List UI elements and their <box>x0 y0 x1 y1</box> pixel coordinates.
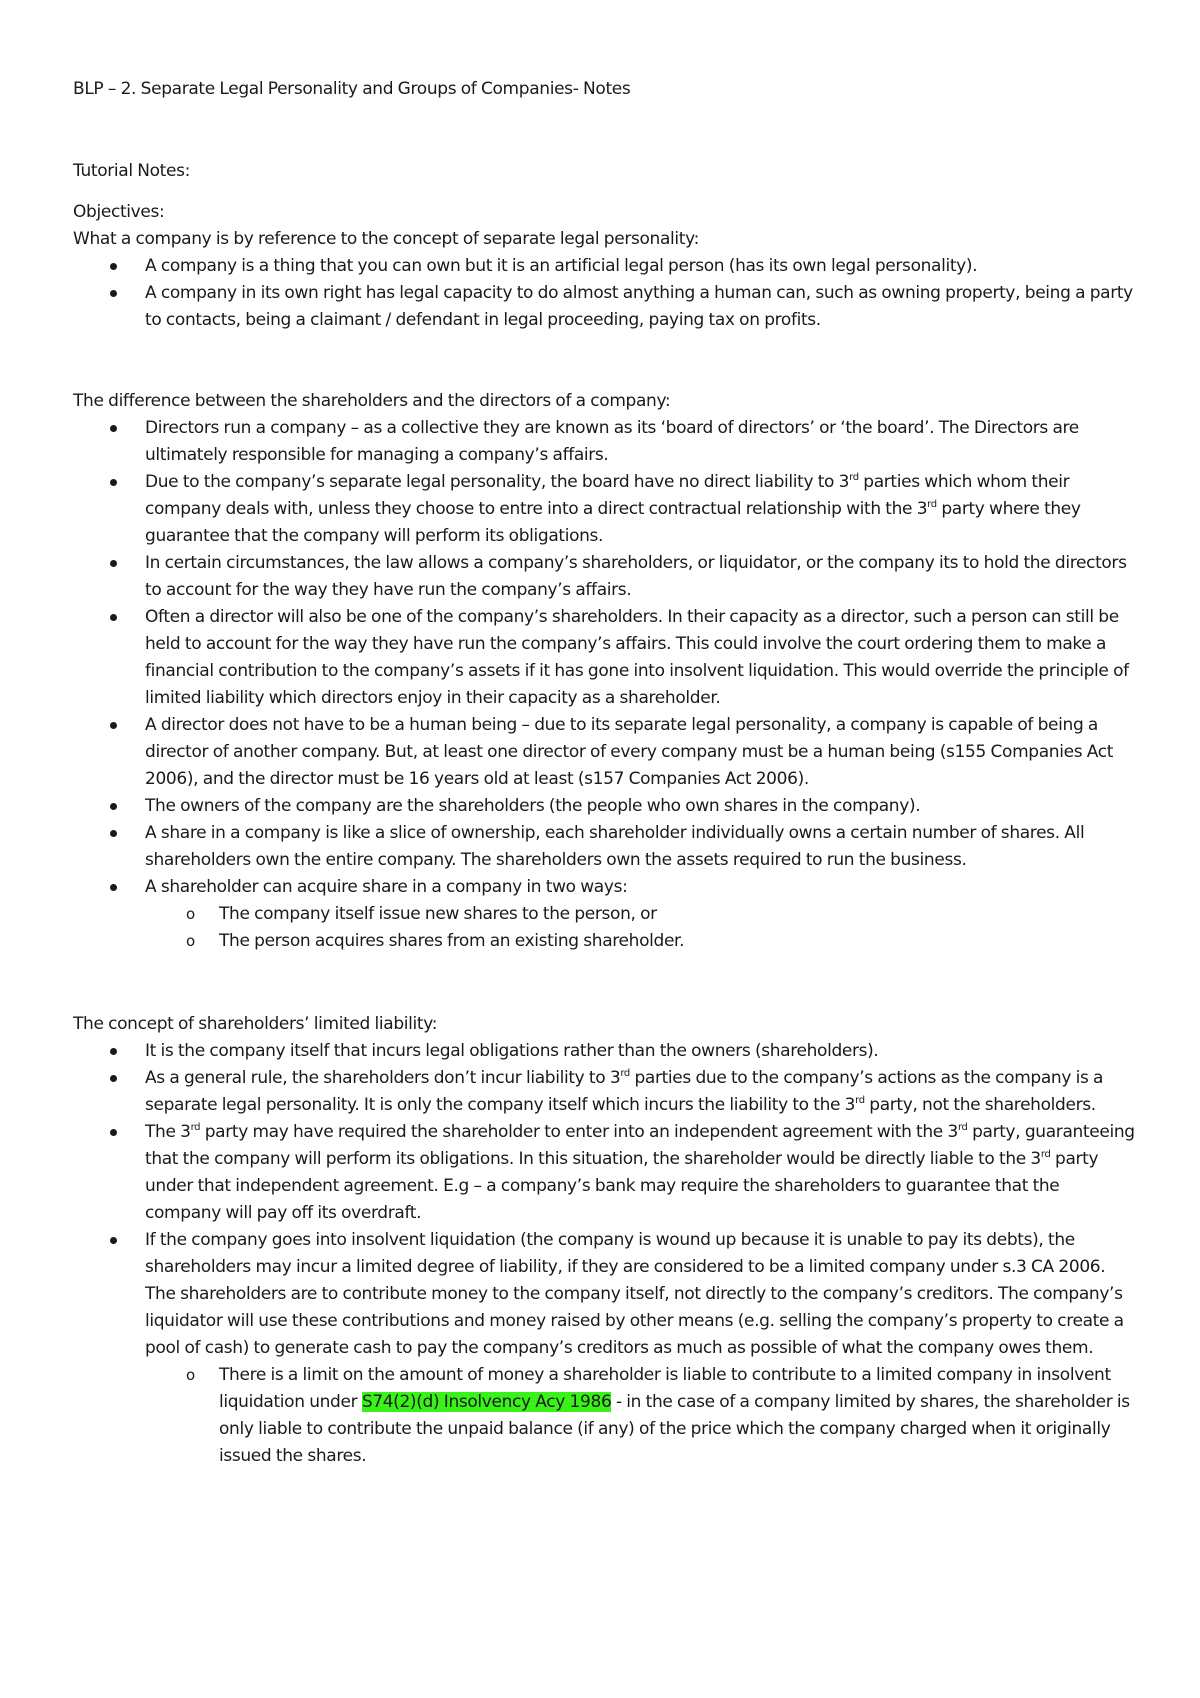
text-run: party may have required the shareholder to enter into an independent agreement with the 3 <box>200 1122 958 1142</box>
section-heading-shareholders-directors: The difference between the shareholders and the directors of a company: <box>73 391 671 411</box>
superscript: rd <box>190 1122 201 1133</box>
tutorial-notes-label: Tutorial Notes: <box>73 161 190 181</box>
highlighted-citation: S74(2)(d) Insolvency Acy 1986 <box>361 1392 612 1412</box>
bullet-list-company <box>73 253 1137 334</box>
bullet-list-shareholders-directors <box>73 415 1137 901</box>
bullet-list-limited-liability <box>73 1038 1137 1362</box>
superscript: rd <box>957 1122 968 1133</box>
text-run: parties due to the company’s actions as the company is a separate legal personality. It is only the company itself which incurs the liability to the 3 <box>145 1068 1104 1115</box>
spacer <box>73 334 1137 388</box>
text-run: party where they guarantee that the company will perform its obligations. <box>145 499 1081 546</box>
list-item: Directors run a company – as a collective they are known as its ‘board of directors’ or ‘the board’. The Directors are ultimately responsible for managing a company’s affairs. <box>73 415 1137 469</box>
section-heading-limited-liability: The concept of shareholders’ limited liability: <box>73 1014 438 1034</box>
list-item: The owners of the company are the shareholders (the people who own shares in the company). <box>73 793 1137 820</box>
text-run: parties which whom their company deals with, unless they choose to entre into a direct contractual relationship with the 3 <box>145 472 1070 519</box>
list-item <box>73 1119 1137 1227</box>
superscript: rd <box>1040 1149 1051 1160</box>
superscript: rd <box>855 1095 865 1106</box>
text-run: As a general rule, the shareholders don’t incur liability to 3 <box>145 1068 621 1088</box>
list-item: A share in a company is like a slice of ownership, each shareholder individually owns a certain number of shares. All shareholders own the entire company. The shareholders own the assets required to run the business. <box>73 820 1137 874</box>
list-item: If the company goes into insolvent liquidation (the company is wound up because it is unable to pay its debts), the shareholders may incur a limited degree of liability, if they are considered to be a limited company under s.3 CA 2006. The shareholders are to contribute money to the company itself, not directly to the company’s creditors. The company’s liquidator will use these contributions and money raised by other means (e.g. selling the company’s property to create a pool of cash) to generate cash to pay the company’s creditors as much as possible of what the company owes them. <box>73 1227 1137 1362</box>
sub-list-item: o The company itself issue new shares to the person, or <box>73 901 1137 928</box>
sub-list-item <box>73 1362 1137 1470</box>
text-run: - in the case of a company limited by shares, the shareholder is only liable to contribute the unpaid balance (if any) of the price which the company charged when it originally issued the shares. <box>219 1392 1130 1466</box>
spacer <box>73 955 1137 1011</box>
list-item: In certain circumstances, the law allows a company’s shareholders, or liquidator, or the company its to hold the directors to account for the way they have run the company’s affairs. <box>73 550 1137 604</box>
list-item <box>73 874 1137 901</box>
sub-list-insolvency-limit <box>73 1362 1137 1470</box>
document-page <box>73 76 1137 1470</box>
list-item: A director does not have to be a human being – due to its separate legal personality, a company is capable of being a director of another company. But, at least one director of every company must be a human being (s155 Companies Act 2006), and the director must be 16 years old at least (s157 Companies Act 2006). <box>73 712 1137 793</box>
list-item: It is the company itself that incurs legal obligations rather than the owners (shareholders). <box>73 1038 1137 1065</box>
superscript: rd <box>620 1068 630 1079</box>
list-item: A company in its own right has legal capacity to do almost anything a human can, such as owning property, being a party to contacts, being a claimant / defendant in legal proceeding, paying tax on profits. <box>73 280 1137 334</box>
document-title: BLP – 2. Separate Legal Personality and Groups of Companies- Notes <box>73 79 631 99</box>
list-item: A company is a thing that you can own but it is an artificial legal person (has its own legal personality). <box>73 253 1137 280</box>
list-item <box>73 469 1137 550</box>
sub-list-acquire-shares <box>73 901 1137 955</box>
section-heading-company: What a company is by reference to the concept of separate legal personality: <box>73 229 699 249</box>
objectives-heading: Objectives: <box>73 202 165 222</box>
superscript: rd <box>927 499 937 510</box>
text-run: party, not the shareholders. <box>864 1095 1096 1115</box>
superscript: rd <box>849 472 859 483</box>
text-run: party under that independent agreement. E.g – a company’s bank may require the shareholders to guarantee that the company will pay off its overdraft. <box>145 1149 1099 1223</box>
text-run: There is a limit on the amount of money a shareholder is liable to contribute to a limited company in insolvent liquidation under <box>219 1365 1111 1412</box>
text-run: Due to the company’s separate legal personality, the board have no direct liability to 3 <box>145 472 850 492</box>
text-run: party, guaranteeing that the company will perform its obligations. In this situation, the shareholder would be directly liable to the 3 <box>145 1122 1135 1169</box>
list-item: Often a director will also be one of the company’s shareholders. In their capacity as a director, such a person can still be held to account for the way they have run the company’s affairs. This could involve the court ordering them to make a financial contribution to the company’s assets if it has gone into insolvent liquidation. This would override the principle of limited liability which directors enjoy in their capacity as a shareholder. <box>73 604 1137 712</box>
text-run: The 3 <box>145 1122 191 1142</box>
list-item <box>73 1065 1137 1119</box>
text-run: A shareholder can acquire share in a company in two ways: <box>145 877 628 897</box>
sub-list-item: o The person acquires shares from an existing shareholder. <box>73 928 1137 955</box>
